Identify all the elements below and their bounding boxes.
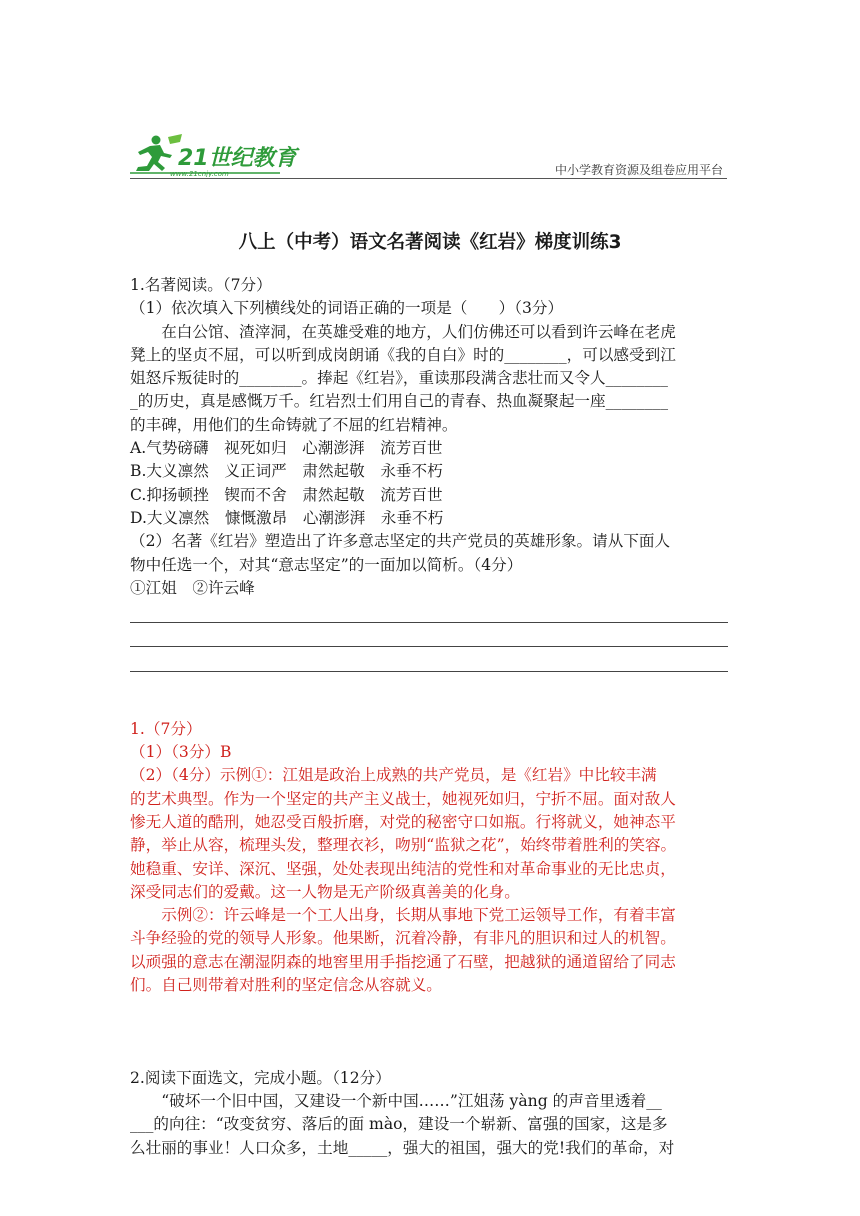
logo [130,133,300,177]
q1-passage-line: _的历史，真是感慨万千。红岩烈士们用自己的青春、热血凝聚起一座________ [130,392,668,411]
answer-example1-line: 她稳重、安详、深沉、坚强，处处表现出纯洁的党性和对革命事业的无比忠贞， [130,859,676,878]
answer-example1-line: 深受同志们的爱戴。这一人物是无产阶级真善美的化身。 [130,882,520,901]
q1-passage-line: 在白公馆、渣滓洞，在英雄受难的地方，人们仿佛还可以看到许云峰在老虎 [161,322,676,341]
q1-option-b: B.大义凛然 义正词严 肃然起敬 永垂不朽 [130,462,443,481]
answer-line [130,647,728,671]
runner-icon [136,136,172,172]
header-divider [130,178,727,179]
answer-section [130,718,730,998]
answer-line [130,623,728,647]
answer-example2-line: 以顽强的意志在潮湿阴森的地窖里用手指挖通了石壁，把越狱的通道留给了同志 [130,952,676,971]
answer-line [130,600,728,623]
answer-example1-line: 静，举止从容，梳理头发，整理衣衫，吻别“监狱之花”，始终带着胜利的笑容。 [130,836,677,855]
q2-passage-line: ___的向往：“改变贫穷、落后的面 mào，建设一个崭新、富强的国家，这是多 [130,1115,668,1134]
answer-example1-line: 的艺术典型。作为一个坚定的共产主义战士，她视死如归，宁折不屈。面对敌人 [130,789,676,808]
q2-passage-line: 么壮丽的事业！人口众多，土地_____，强大的祖国，强大的党!我们的革命，对 [130,1138,675,1157]
q1-option-a: A.气势磅礴 视死如归 心潮澎湃 流芳百世 [130,439,443,458]
answer-part1: （1）（3分）B [130,743,232,762]
q1-sub1: （1）依次填入下列横线处的词语正确的一项是（ ）（3分） [130,299,564,318]
q1-sub2-line: （2）名著《红岩》塑造出了许多意志坚定的共产党员的英雄形象。请从下面人 [130,532,671,551]
q2-passage-line: “破坏一个旧中国，又建设一个新中国……”江姐荡 yàng 的声音里透着__ [161,1091,662,1110]
q2-heading: 2.阅读下面选文，完成小题。（12分） [130,1068,391,1087]
q1-heading: 1.名著阅读。（7分） [130,276,272,294]
page-title: 八上（中考）语文名著阅读《红岩》梯度训练3 [238,232,622,253]
answer-heading: 1.（7分） [130,719,202,738]
logo-text: 21世纪教育 [178,146,297,171]
answer-example1-line: （2）（4分）示例①：江姐是政治上成熟的共产党员，是《红岩》中比较丰满 [130,766,657,785]
logo-url: www.21cnjy.com [170,170,229,177]
answer-example2-line: 们。自己则带着对胜利的坚定信念从容就义。 [130,976,442,995]
page-header [130,133,727,179]
q1-choices: ①江姐 ②许云峰 [130,578,255,597]
answer-example2-line: 示例②：许云峰是一个工人出身，长期从事地下党工运领导工作，有着丰富 [161,906,676,925]
q1-passage-line: 的丰碑，用他们的生命铸就了不屈的红岩精神。 [130,415,458,434]
q1-passage-line: 姐怒斥叛徒时的________。捧起《红岩》，重读那段满含悲壮而又令人________ [130,369,668,388]
answer-example1-line: 惨无人道的酷刑，她忍受百般折磨，对党的秘密守口如瓶。行将就义，她神态平 [130,812,676,831]
answer-example2-line: 斗争经验的党的领导人形象。他果断，沉着冷静，有非凡的胆识和过人的机智。 [130,929,676,948]
flag-icon [168,134,182,144]
q1-option-d: D.大义凛然 慷慨激昂 心潮澎湃 永垂不朽 [130,508,444,527]
q1-option-c: C.抑扬顿挫 锲而不舍 肃然起敬 流芳百世 [130,485,443,504]
q1-sub2-line: 物中任选一个，对其“意志坚定”的一面加以简析。（4分） [130,555,523,574]
content [130,274,730,1160]
platform-label: 中小学教育资源及组卷应用平台 [554,163,723,177]
q1-passage-line: 凳上的坚贞不屈，可以听到成岗朗诵《我的自白》时的________，可以感受到江 [130,345,676,364]
